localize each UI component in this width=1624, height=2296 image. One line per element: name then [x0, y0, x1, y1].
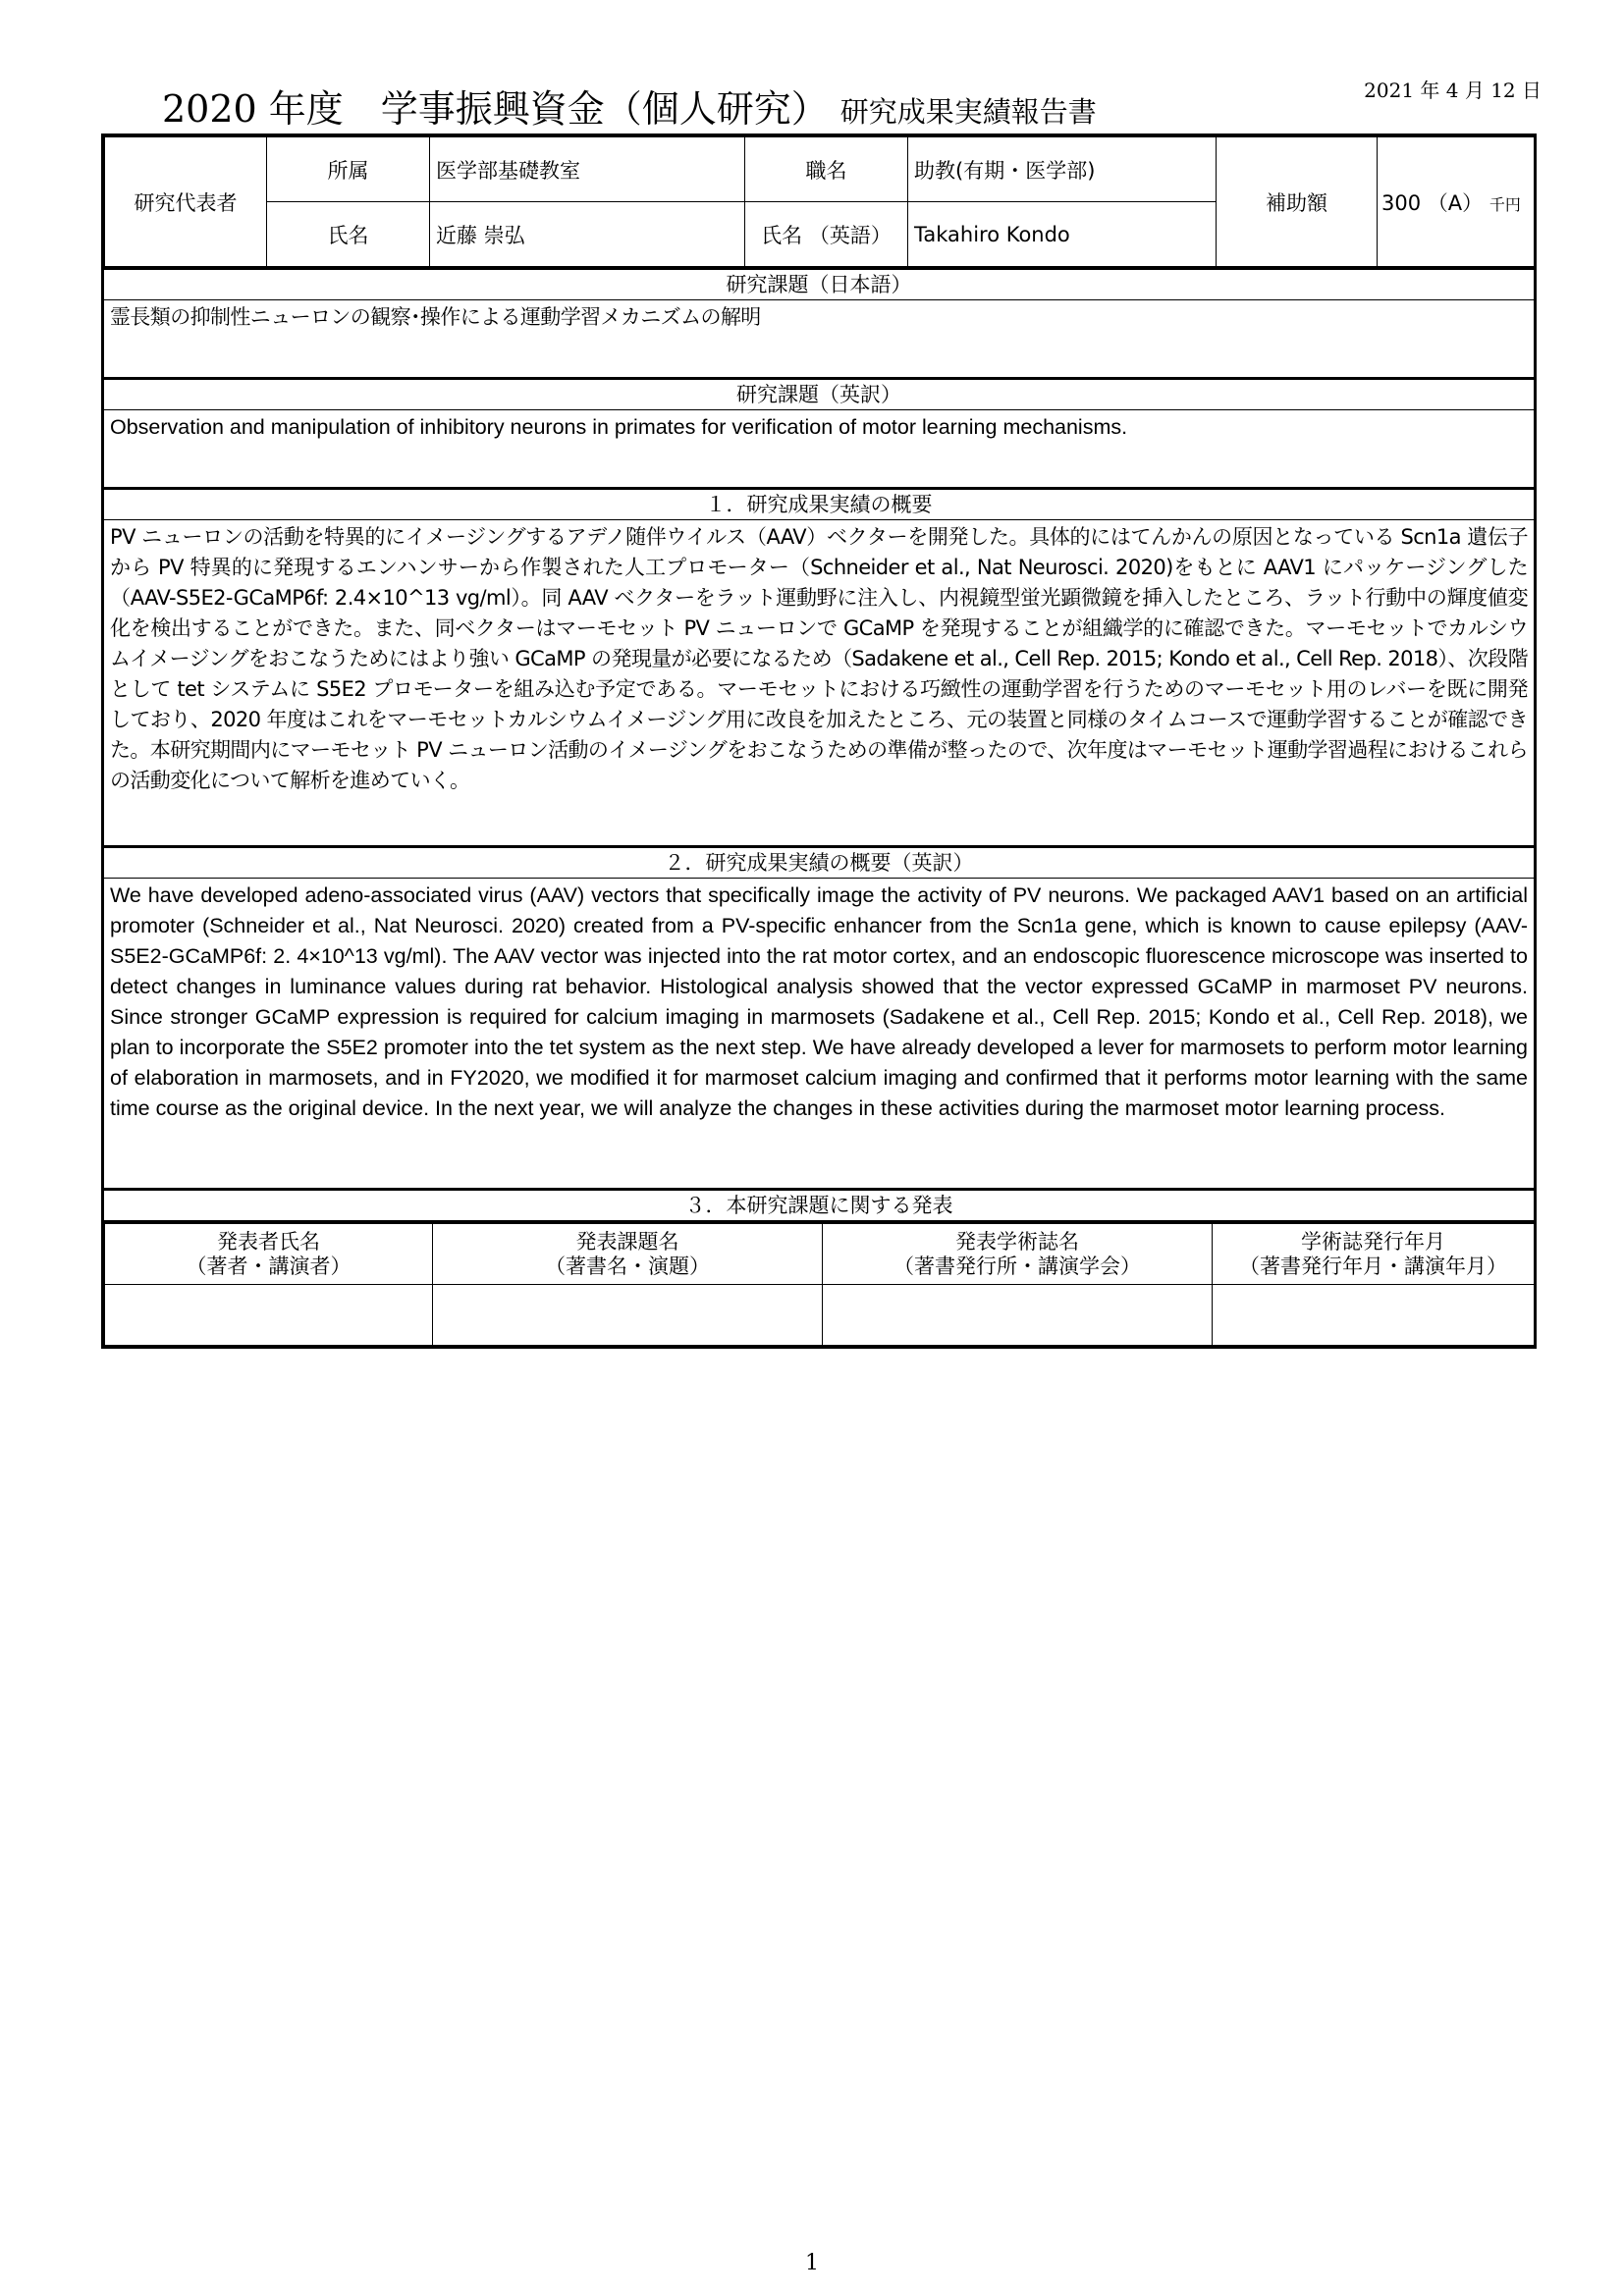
position-value: 助教(有期・医学部): [908, 137, 1217, 202]
publications-heading: ３．本研究課題に関する発表: [104, 1191, 1534, 1223]
affiliation-value: 医学部基礎教室: [430, 137, 745, 202]
topic-jp-text: 霊長類の抑制性ニューロンの観察･操作による運動学習メカニズムの解明: [104, 300, 1534, 380]
grant-value: 300 （A）: [1381, 190, 1484, 215]
representative-label: 研究代表者: [105, 137, 267, 267]
affiliation-label: 所属: [267, 137, 430, 202]
topic-en-text: Observation and manipulation of inhibitory neurons in primates for verification of motor learning mechanisms.: [104, 410, 1534, 490]
summary-en-text: We have developed adeno-associated virus (AAV) vectors that specifically image the activity of PV neurons. We packaged AAV1 based on an artificial promoter (Schneider et al., Nat Neurosci. 2020) created from a PV-specific enhancer from the Scn1a gene, which is known to cause epilepsy (AAV-S5E2-GCaMP6f: 2. 4×10^13 vg/ml). The AAV vector was injected into the rat motor cortex, and an endoscopic fluorescence microscope was inserted to detect changes in luminance values during rat behavior. Histological analysis showed that the vector expressed GCaMP in marmoset PV neurons. Since stronger GCaMP expression is required for calcium imaging in marmosets (Sadakene et al., Cell Rep. 2015; Kondo et al., Cell Rep. 2018), we plan to incorporate the S5E2 promoter into the tet system as the next step. We have already developed a lever for marmosets to perform motor learning of elaboration in marmosets, and in FY2020, we modified it for marmoset calcium imaging and confirmed that it performs motor learning with the same time course as the original device. In the next year, we will analyze the changes in these activities during the marmoset motor learning process.: [104, 879, 1534, 1191]
summary-jp-section: [104, 490, 1534, 848]
report-date: 2021 年 4 月 12 日: [1364, 79, 1542, 102]
publications-table: [104, 1223, 1535, 1346]
summary-en-heading: ２．研究成果実績の概要（英訳）: [104, 848, 1534, 879]
name-en-label: 氏名 （英語）: [745, 202, 908, 267]
grant-amount: [1378, 137, 1535, 267]
pub-col-journal: 発表学術誌名 （著書発行所・講演学会）: [823, 1224, 1213, 1285]
summary-jp-heading: １．研究成果実績の概要: [104, 490, 1534, 520]
summary-jp-text: PV ニューロンの活動を特異的にイメージングするアデノ随伴ウイルス（AAV）ベクターを開発した。具体的にはてんかんの原因となっている Scn1a 遺伝子から PV 特異的に発現するエンハンサーから作製された人工プロモーター（Schneider et al., Nat Neurosci. 2020)をもとに AAV1 にパッケージングした（AAV-S5E2-GCaMP6f: 2.4×10^13 vg/ml）。同 AAV ベクターをラット運動野に注入し、内視鏡型蛍光顕微鏡を挿入したところ、ラット行動中の輝度値変化を検出することができた。また、同ベクターはマーモセット PV ニューロンで GCaMP を発現することが組織学的に確認できた。マーモセットでカルシウムイメージングをおこなうためにはより強い GCaMP の発現量が必要になるため（Sadakene et al., Cell Rep. 2015; Kondo et al., Cell Rep. 2018）、次段階として tet システムに S5E2 プロモーターを組み込む予定である。マーモセットにおける巧緻性の運動学習を行うためのマーモセット用のレバーを既に開発しており、2020 年度はこれをマーモセットカルシウムイメージング用に改良を加えたところ、元の装置と同様のタイムコースで運動学習することが確認できた。本研究期間内にマーモセット PV ニューロン活動のイメージングをおこなうための準備が整ったので、次年度はマーモセット運動学習過程におけるこれらの活動変化について解析を進めていく。: [104, 520, 1534, 848]
topic-en-section: [104, 380, 1534, 490]
report-form: [101, 133, 1537, 1349]
pub-cell-title: [433, 1285, 823, 1346]
name-en-value: Takahiro Kondo: [908, 202, 1217, 267]
grant-unit: 千円: [1489, 194, 1521, 214]
topic-jp-section: [104, 267, 1534, 380]
pub-col-date: 学術誌発行年月 （著書発行年月・講演年月）: [1213, 1224, 1535, 1285]
pub-col-title: 発表課題名 （著書名・演題）: [433, 1224, 823, 1285]
position-label: 職名: [745, 137, 908, 202]
name-value: 近藤 崇弘: [430, 202, 745, 267]
publications-header-row: [105, 1224, 1535, 1285]
summary-en-section: [104, 848, 1534, 1191]
page-number: 1: [805, 2251, 819, 2275]
title-sub: 研究成果実績報告書: [839, 95, 1097, 129]
pub-cell-date: [1213, 1285, 1535, 1346]
pub-cell-author: [105, 1285, 433, 1346]
pub-col-author: 発表者氏名 （著者・講演者）: [105, 1224, 433, 1285]
pub-cell-journal: [823, 1285, 1213, 1346]
publications-section: [104, 1191, 1534, 1346]
topic-jp-heading: 研究課題（日本語）: [104, 270, 1534, 300]
representative-table: [104, 136, 1535, 267]
page-title: [162, 79, 1097, 133]
topic-en-heading: 研究課題（英訳）: [104, 380, 1534, 410]
publications-empty-row: [105, 1285, 1535, 1346]
grant-label: 補助額: [1217, 137, 1378, 267]
title-main: 2020 年度 学事振興資金（個人研究）: [162, 87, 829, 131]
name-label: 氏名: [267, 202, 430, 267]
